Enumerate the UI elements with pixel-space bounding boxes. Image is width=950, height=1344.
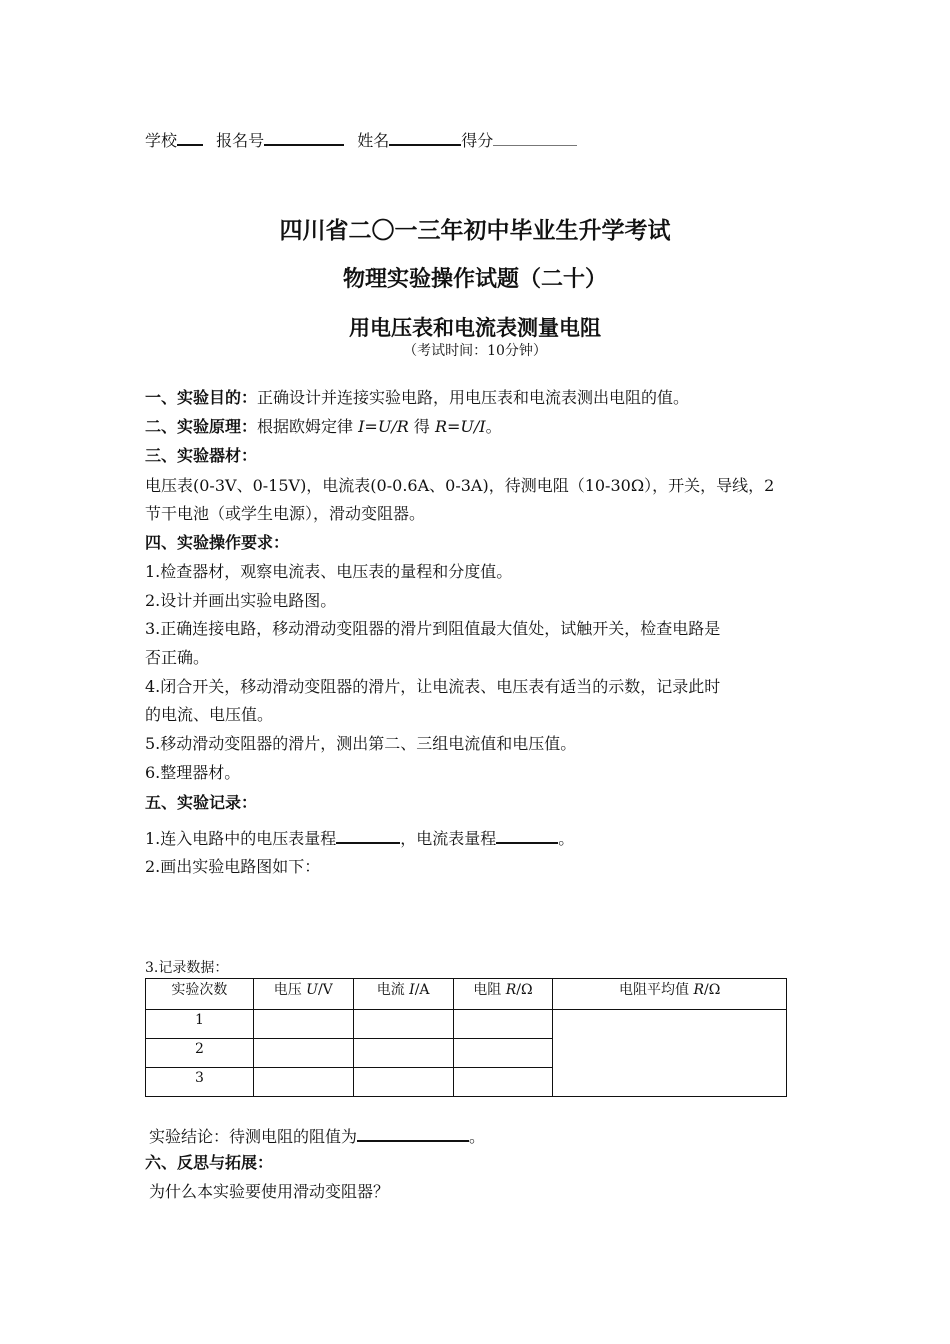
regno-label: 报名号 <box>216 131 265 150</box>
voltage-cell[interactable] <box>253 1068 353 1097</box>
voltage-cell[interactable] <box>253 1010 353 1039</box>
header-voltage <box>253 979 353 1010</box>
record-data-label: 3.记录数据： <box>145 960 229 976</box>
score-field[interactable] <box>493 129 577 146</box>
resistance-cell[interactable] <box>453 1039 553 1068</box>
header-resistance <box>453 979 553 1010</box>
data-table <box>145 978 787 1097</box>
record-text: ，电流表量程 <box>400 829 497 848</box>
requirement-item: 3.正确连接电路，移动滑动变阻器的滑片到阻值最大值处，试触开关，检查电路是 <box>145 619 721 638</box>
section-heading: 二、实验原理： <box>145 417 258 436</box>
section-text: 根据欧姆定律 <box>257 417 359 436</box>
section-text: 。 <box>485 417 502 436</box>
header-text: 电阻 <box>473 982 506 998</box>
school-field[interactable] <box>177 128 203 146</box>
header-unit: /A <box>414 982 430 998</box>
requirement-item: 2.设计并画出实验电路图。 <box>145 591 337 610</box>
exam-time: （考试时间：10分钟） <box>403 343 547 359</box>
header-average-resistance <box>553 979 787 1010</box>
section-reflection-heading: 六、反思与拓展： <box>145 1153 274 1172</box>
header-fields <box>145 128 577 151</box>
conclusion <box>149 1124 485 1147</box>
requirement-item-cont: 的电流、电压值。 <box>145 705 274 724</box>
current-cell[interactable] <box>353 1039 453 1068</box>
header-text: 电阻平均值 <box>619 982 694 998</box>
voltage-cell[interactable] <box>253 1039 353 1068</box>
conclusion-text: 。 <box>469 1127 486 1146</box>
ammeter-range-field[interactable] <box>496 826 558 844</box>
header-var: R <box>693 982 705 998</box>
trial-number: 2 <box>146 1039 254 1068</box>
voltmeter-range-field[interactable] <box>336 826 400 844</box>
trial-number: 3 <box>146 1068 254 1097</box>
school-label: 学校 <box>145 131 178 150</box>
header-unit: /V <box>317 982 333 998</box>
current-cell[interactable] <box>353 1010 453 1039</box>
name-label: 姓名 <box>357 131 390 150</box>
name-field[interactable] <box>389 128 461 146</box>
header-var: U <box>306 982 318 998</box>
section-equipment-heading: 三、实验器材： <box>145 446 258 465</box>
regno-field[interactable] <box>264 128 344 146</box>
section-text: 得 <box>408 417 435 436</box>
formula-resistance: R=U/I <box>434 417 486 436</box>
section-text: 正确设计并连接实验电路，用电压表和电流表测出电阻的值。 <box>257 388 690 407</box>
current-cell[interactable] <box>353 1068 453 1097</box>
resistance-cell[interactable] <box>453 1010 553 1039</box>
requirement-item-cont: 否正确。 <box>145 648 210 667</box>
header-trial: 实验次数 <box>146 979 254 1010</box>
resistance-cell[interactable] <box>453 1068 553 1097</box>
header-var: I <box>409 982 415 998</box>
requirement-item: 1.检查器材，观察电流表、电压表的量程和分度值。 <box>145 562 513 581</box>
trial-number: 1 <box>146 1010 254 1039</box>
header-unit: /Ω <box>704 982 721 998</box>
record-text: 1.连入电路中的电压表量程 <box>145 829 337 848</box>
average-resistance-cell[interactable] <box>553 1010 787 1097</box>
formula-ohm: I=U/R <box>358 417 409 436</box>
equipment-line-1: 电压表(0-3V、0-15V)，电流表(0-0.6A、0-3A)，待测电阻（10-30Ω），开关，导线，2 <box>145 476 775 495</box>
requirement-item: 6.整理器材。 <box>145 763 241 782</box>
table-row <box>146 1010 787 1039</box>
header-var: R <box>505 982 517 998</box>
reflection-question: 为什么本实验要使用滑动变阻器？ <box>149 1182 390 1201</box>
paper-title: 物理实验操作试题（二十） <box>342 267 607 292</box>
section-purpose <box>145 388 689 408</box>
conclusion-text: 实验结论：待测电阻的阻值为 <box>149 1127 358 1146</box>
requirement-item: 4.闭合开关，移动滑动变阻器的滑片，让电流表、电压表有适当的示数，记录此时 <box>145 677 721 696</box>
record-ranges <box>145 826 574 849</box>
section-heading: 一、实验目的： <box>145 388 258 407</box>
header-unit: /Ω <box>516 982 533 998</box>
exam-title: 四川省二〇一三年初中毕业生升学考试 <box>279 218 671 244</box>
section-record-heading: 五、实验记录： <box>145 793 258 812</box>
section-principle <box>145 417 502 437</box>
resistance-value-field[interactable] <box>357 1124 469 1142</box>
header-text: 电压 <box>273 982 307 998</box>
header-text: 电流 <box>376 982 410 998</box>
topic-title: 用电压表和电流表测量电阻 <box>349 316 601 340</box>
section-requirements-heading: 四、实验操作要求： <box>145 533 290 552</box>
score-label: 得分 <box>461 131 494 150</box>
table-header-row <box>146 979 787 1010</box>
requirement-item: 5.移动滑动变阻器的滑片，测出第二、三组电流值和电压值。 <box>145 734 577 753</box>
circuit-diagram-prompt: 2.画出实验电路图如下： <box>145 857 321 876</box>
equipment-line-2: 节干电池（或学生电源），滑动变阻器。 <box>145 504 426 523</box>
header-current <box>353 979 453 1010</box>
record-text: 。 <box>558 829 575 848</box>
